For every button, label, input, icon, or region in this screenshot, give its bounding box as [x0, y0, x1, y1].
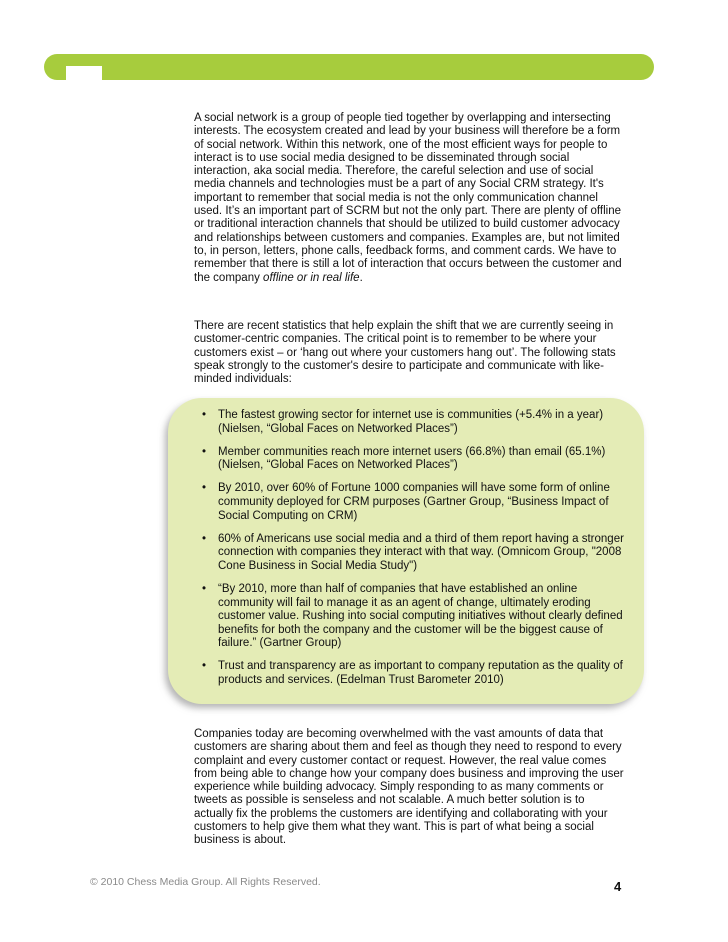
- footer-copyright: © 2010 Chess Media Group. All Rights Reserved.: [90, 876, 321, 888]
- list-item: [202, 482, 626, 523]
- emphasis-offline: offline or in real life: [263, 271, 360, 284]
- stats-list: [202, 409, 626, 697]
- paragraph-statistics-intro: There are recent statistics that help explain the shift that we are currently seeing in customer-centric companies. The critical point is to remember to be where your customers exist – or ‘hang out where your customers hang out’. The following stats speak strongly to the customer's desire to participate and communicate with like-minded individuals:: [194, 320, 616, 386]
- stat-text: Member communities reach more internet users (66.8%) than email (65.1%) (Nielsen, “Global Faces on Networked Places”): [218, 445, 606, 472]
- paragraph-end: .: [359, 271, 363, 284]
- header-bar: [44, 54, 654, 80]
- list-item: [202, 533, 626, 574]
- bullet-icon: •: [202, 532, 207, 545]
- bullet-icon: •: [202, 445, 207, 458]
- stat-text: 60% of Americans use social media and a third of them report having a stronger connection with companies they interact with that way. (Omnicom Group, "2008 Cone Business in Social Media Study"): [218, 532, 624, 572]
- paragraph-social-network: [194, 112, 624, 285]
- list-item: [202, 409, 626, 436]
- paragraph-text: A social network is a group of people tied together by overlapping and intersecting interests. The ecosystem created and lead by your business will therefore be a form of social network. Within this network, one of the most efficient ways for people to interact is to use social media designed to be disseminated through social interaction, aka social media. Therefore, the careful selection and use of social media channels and technologies must be a part of any Social CRM strategy. It's important to remember that social media is not the only communication channel used. It’s an important part of SCRM but not the only part. There are plenty of offline or traditional interaction channels that should be utilized to build customer advocacy and relationships between customers and companies. Examples are, but not limited to, in person, letters, phone calls, feedback forms, and comment cards. We have to remember that there is still a lot of interaction that occurs between the customer and the company: [194, 112, 622, 284]
- stat-text: “By 2010, more than half of companies that have established an online community will fail to manage it as an agent of change, ultimately eroding customer value. Rushing into social computing initiatives without clearly defined benefits for both the company and the customer will be the biggest cause of failure.” (Gartner Group): [218, 582, 623, 650]
- list-item: [202, 446, 626, 473]
- page-number: 4: [614, 879, 622, 894]
- bullet-icon: •: [202, 660, 207, 673]
- bullet-icon: •: [202, 409, 207, 421]
- stat-text: Trust and transparency are as important to company reputation as the quality of products and services. (Edelman Trust Barometer 2010): [218, 660, 623, 686]
- paragraph-companies-overwhelmed: Companies today are becoming overwhelmed with the vast amounts of data that customers are sharing about them and feel as though they need to respond to every complaint and every customer contact or request. However, the real value comes from being able to change how your company does business and improving the user experience while building advocacy. Simply responding to as many comments or tweets as possible is senseless and not scalable. A much better solution is to actually fix the problems the customers are identifying and collaborating with your customers to help give them what they want. This is part of what being a social business is about.: [194, 728, 624, 847]
- list-item: [202, 583, 626, 651]
- stat-text: By 2010, over 60% of Fortune 1000 companies will have some form of online community deployed for CRM purposes (Gartner Group, “Business Impact of Social Computing on CRM): [218, 482, 610, 522]
- header-notch-inner: [86, 70, 102, 88]
- stat-text: The fastest growing sector for internet use is communities (+5.4% in a year) (Nielsen, “Global Faces on Networked Places”): [218, 409, 604, 435]
- list-item: [202, 660, 626, 687]
- bullet-icon: •: [202, 582, 207, 595]
- bullet-icon: •: [202, 482, 207, 495]
